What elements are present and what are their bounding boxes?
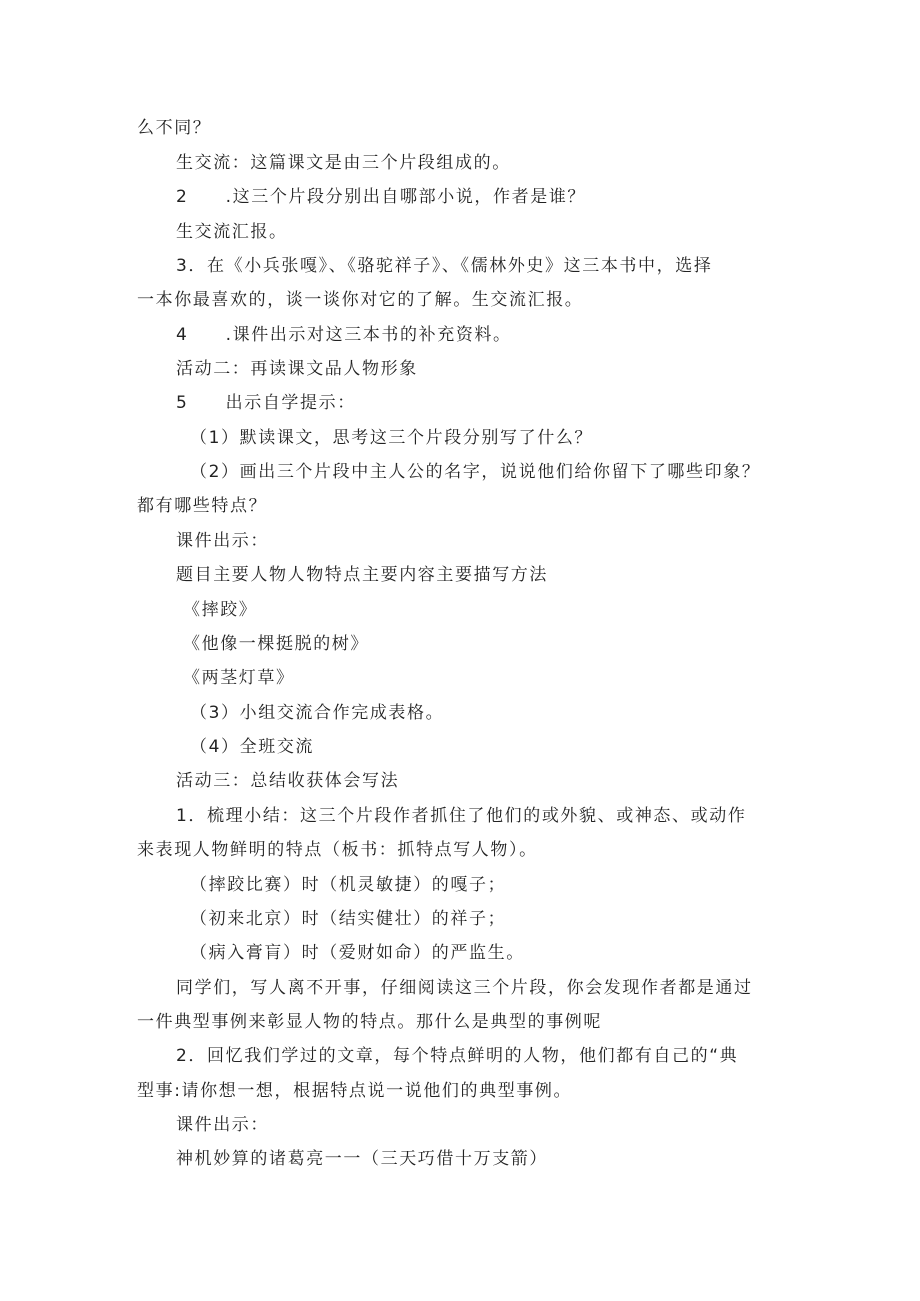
text-line: 2 .这三个片段分别出自哪部小说，作者是谁？ xyxy=(176,187,587,207)
text-line: 《两茎灯草》 xyxy=(183,668,295,688)
text-line: 《他像一棵挺脱的树》 xyxy=(183,634,369,654)
text-line: （3）小组交流合作完成表格。 xyxy=(190,703,445,723)
text-line: 么不同？ xyxy=(137,118,212,138)
text-line: （1）默读课文，思考这三个片段分别写了什么？ xyxy=(190,428,594,448)
text-line: 神机妙算的诸葛亮一一（三天巧借十万支箭） xyxy=(176,1149,548,1169)
text-line: 题目主要人物人物特点主要内容主要描写方法 xyxy=(176,565,548,585)
text-line: 同学们，写人离不开事，仔细阅读这三个片段，你会发现作者都是通过 xyxy=(176,978,753,998)
text-line: （摔跤比赛）时（机灵敏捷）的嘎子； xyxy=(190,875,507,895)
text-line: 生交流：这篇课文是由三个片段组成的。 xyxy=(176,153,511,173)
text-line: 3．在《小兵张嘎》、《骆驼祥子》、《儒林外史》这三本书中，选择 xyxy=(176,256,713,276)
text-line: 来表现人物鲜明的特点（板书：抓特点写人物）。 xyxy=(137,840,538,860)
text-line: 生交流汇报。 xyxy=(176,222,288,242)
text-line: （2）画出三个片段中主人公的名字，说说他们给你留下了哪些印象？ xyxy=(190,462,761,482)
text-line: 都有哪些特点？ xyxy=(137,496,268,516)
section-heading: 活动二：再读课文品人物形象 xyxy=(176,359,418,379)
text-line: 1．梳理小结：这三个片段作者抓住了他们的或外貌、或神态、或动作 xyxy=(176,806,747,826)
text-line: 5 出示自学提示： xyxy=(176,393,356,413)
text-line: 《摔跤》 xyxy=(183,600,258,620)
text-line: 课件出示： xyxy=(176,531,269,551)
text-line: 课件出示： xyxy=(176,1115,269,1135)
section-heading: 活动三：总结收获体会写法 xyxy=(176,771,400,791)
text-line: 一本你最喜欢的，谈一谈你对它的了解。生交流汇报。 xyxy=(137,290,584,310)
text-line: （4）全班交流 xyxy=(190,737,315,757)
text-line: 型事:请你想一想，根据特点说一说他们的典型事例。 xyxy=(137,1081,573,1101)
text-line: （初来北京）时（结实健壮）的祥子； xyxy=(190,909,507,929)
text-line: 一件典型事例来彰显人物的特点。那什么是典型的事例呢 xyxy=(137,1012,602,1032)
text-line: （病入膏肓）时（爱财如命）的严监生。 xyxy=(190,943,525,963)
text-line: 4 .课件出示对这三本书的补充资料。 xyxy=(176,325,512,345)
text-line: 2．回忆我们学过的文章，每个特点鲜明的人物，他们都有自己的“典 xyxy=(176,1046,739,1066)
